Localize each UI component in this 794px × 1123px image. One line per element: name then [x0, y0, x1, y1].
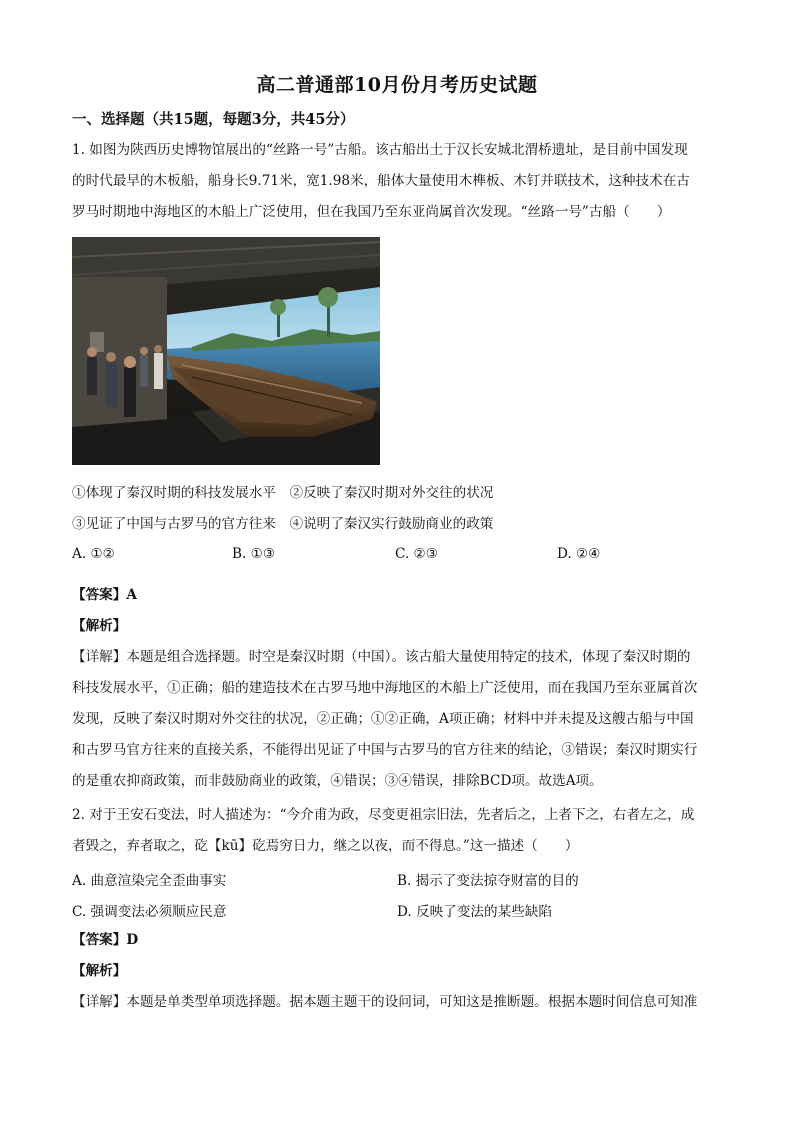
question-1-stem [72, 135, 724, 228]
q1-option-c[interactable]: C. ②③ [395, 546, 438, 562]
question-2-line: 者毁之，弃者取之，矻【kū】矻焉穷日力，继之以夜，而不得息。”这一描述（ ） [72, 838, 579, 854]
question-1-line: 的时代最早的木板船，船身长9.71米，宽1.98米，船体大量使用木榫板、木钉并联技术，这种技术在古 [72, 173, 690, 189]
q2-analysis-label: 【解析】 [72, 963, 127, 979]
q1-detail-line: 【详解】本题是组合选择题。时空是秦汉时期（中国）。该古船大量使用特定的技术，体现了秦汉时期的 [72, 649, 691, 665]
q1-detail-line: 发现，反映了秦汉时期对外交往的状况，②正确；①②正确，A项正确；材料中并未提及这艘古船与中国 [72, 711, 694, 727]
q1-detail-line: 科技发展水平，①正确；船的建造技术在古罗马地中海地区的木船上广泛使用，而在我国乃至东亚属首次 [72, 680, 698, 696]
ancient-boat-photo [72, 237, 380, 465]
q2-answer-block [72, 925, 724, 1018]
q1-option-b[interactable]: B. ①③ [232, 546, 276, 562]
section-heading: 一、选择题（共15题，每题3分，共45分） [72, 111, 355, 128]
q1-detail-line: 和古罗马官方往来的直接关系，不能得出见证了中国与古罗马的官方往来的结论，③错误；秦汉时期实行 [72, 742, 698, 758]
q1-option-d[interactable]: D. ②④ [557, 546, 601, 562]
q1-option-a[interactable]: A. ①② [72, 546, 115, 562]
question-1-line: 1. 如图为陕西历史博物馆展出的“丝路一号”古船。该古船出土于汉长安城北渭桥遗址，是目前中国发现 [72, 142, 688, 158]
q2-option-c[interactable]: C. 强调变法必须顺应民意 [72, 904, 227, 920]
question-2-stem [72, 800, 724, 862]
statement-line: ①体现了秦汉时期的科技发展水平 ②反映了秦汉时期对外交往的状况 [72, 485, 494, 501]
q1-answer: 【答案】A [72, 587, 137, 603]
q1-analysis-label: 【解析】 [72, 618, 127, 634]
question-1-statements [72, 478, 724, 540]
q2-option-d[interactable]: D. 反映了变法的某些缺陷 [397, 904, 552, 920]
q2-answer: 【答案】D [72, 932, 139, 948]
page-title: 高二普通部10月份月考历史试题 [256, 74, 538, 96]
q2-detail-line: 【详解】本题是单类型单项选择题。据本题主题干的设问词，可知这是推断题。根据本题时间信息可知准 [72, 994, 698, 1010]
q2-option-b[interactable]: B. 揭示了变法掠夺财富的目的 [397, 873, 579, 889]
question-2-line: 2. 对于王安石变法，时人描述为：“今介甫为政，尽变更祖宗旧法，先者后之，上者下之，右者左之，成 [72, 807, 695, 823]
question-1-line: 罗马时期地中海地区的木船上广泛使用，但在我国乃至东亚尚属首次发现。“丝路一号”古船（ ） [72, 204, 671, 220]
q1-detail-line: 的是重农抑商政策，而非鼓励商业的政策，④错误；③④错误，排除BCD项。故选A项。 [72, 773, 603, 789]
q1-answer-block [72, 580, 724, 797]
statement-line: ③见证了中国与古罗马的官方往来 ④说明了秦汉实行鼓励商业的政策 [72, 516, 494, 532]
q2-option-a[interactable]: A. 曲意渲染完全歪曲事实 [72, 873, 227, 889]
